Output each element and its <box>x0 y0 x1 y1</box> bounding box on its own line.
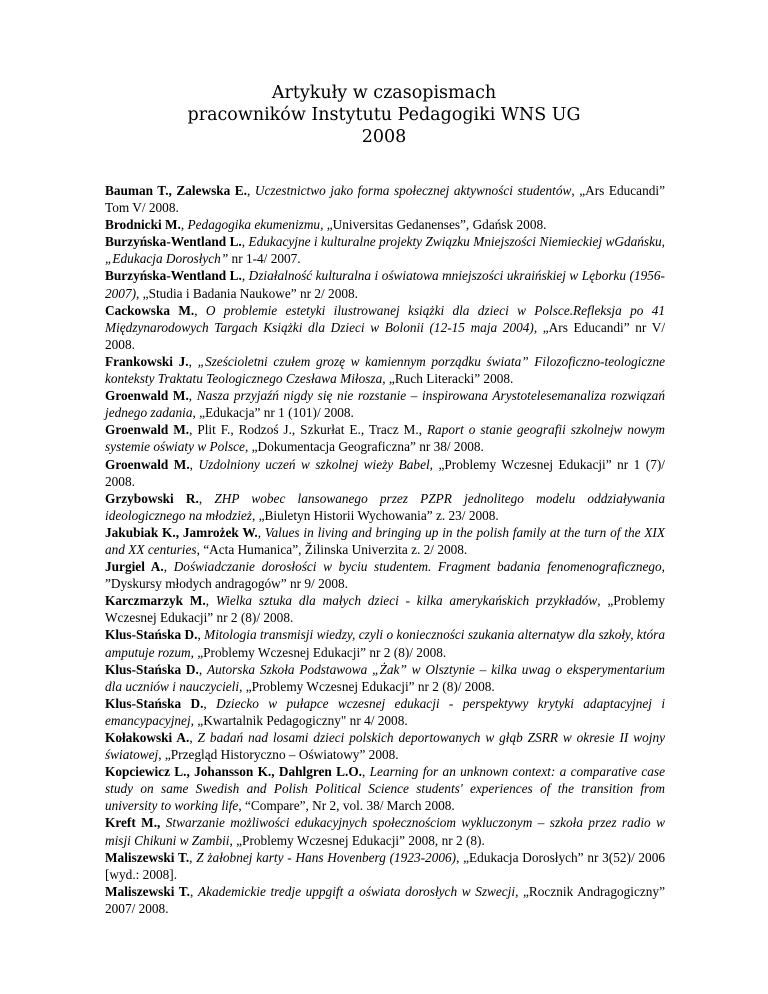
entry-source: , „Ars Educandi” Tom V/ 2008. <box>105 183 665 216</box>
entry-authors: Kreft M., <box>105 815 161 831</box>
entry-authors: Klus-Stańska D. <box>105 695 204 711</box>
bibliography-entry <box>105 302 665 353</box>
entry-source: , „Biuletyn Historii Wychowania” z. 23/ 2008. <box>252 507 499 523</box>
entry-authors: Karczmarzyk M. <box>105 593 206 609</box>
entry-source: nr 1-4/ 2007. <box>228 251 301 267</box>
entry-title: Stwarzanie możliwości edukacyjnych społecznościom wykluczonym – szkoła przez radio w misji Chikuni w Zambii <box>105 815 665 848</box>
bibliography-entry <box>105 883 665 917</box>
entry-source: , „Problemy Wczesnej Edukacji” nr 2 (8)/ 2008. <box>239 678 495 694</box>
entry-separator: , <box>180 217 188 233</box>
entry-separator: , <box>198 490 215 506</box>
entry-title: „Sześcioletni czułem grozę w kamiennym porządku świata” Filozoficzno-teologiczne konteksty Traktatu Teologicznego Czesława Miłosza <box>105 353 665 387</box>
title-line-3: 2008 <box>361 127 407 147</box>
entry-authors: Groenwald M. <box>105 388 189 404</box>
entry-source: „Problemy Wczesnej Edukacji” nr 1 (7)/ 2008. <box>105 456 665 489</box>
title-line-2: pracowników Instytutu Pedagogiki WNS UG <box>187 105 581 125</box>
bibliography-entry <box>105 233 665 267</box>
entry-title: Uczestnictwo jako forma społecznej aktywności studentów <box>254 183 572 198</box>
entry-authors: Brodnicki M. <box>105 217 181 233</box>
bibliography-entry <box>105 763 665 814</box>
entry-title: Learning for an unknown context: a comparative case study on same Swedish and Polish Political Science students' experiences of the transition from university to working life <box>105 764 665 814</box>
entry-separator: , <box>247 183 255 198</box>
entry-source: , „Ruch Literacki” 2008. <box>382 371 514 387</box>
bibliography-entry <box>105 182 665 216</box>
entry-title: Wielka sztuka dla małych dzieci - kilka amerykańskich przykładów <box>215 593 598 609</box>
bibliography-entry <box>105 524 665 558</box>
bibliography-entry <box>105 592 665 626</box>
entry-authors: Jurgiel A. <box>105 559 164 575</box>
entry-source: , „Przegląd Historyczno – Oświatowy” 2008. <box>158 747 399 763</box>
entry-title: ZHP wobec lansowanego przez PZPR jednolitego modelu oddziaływania ideologicznego na młodzież <box>105 490 665 523</box>
bibliography-entry <box>105 695 665 729</box>
entry-separator: , <box>194 302 206 318</box>
entry-separator: , <box>163 559 174 575</box>
bibliography-entry <box>105 661 665 695</box>
entry-source: , „Dokumentacja Geograficzna” nr 38/ 2008. <box>244 439 484 455</box>
entry-authors: Groenwald M. <box>105 456 190 472</box>
bibliography-entry <box>105 456 665 490</box>
entry-title: Nasza przyjaźń nigdy się nie rozstanie – inspirowana Arystotelesemanaliza rozwiązań jednego zadania <box>105 388 665 421</box>
entry-title: Działalność kulturalna i oświatowa mniejszości ukraińskiej w Lęborku (1956-2007) <box>105 268 665 301</box>
bibliography-entry <box>105 387 665 421</box>
entry-source: , „Edukacja Dorosłych” nr 3(52)/ 2006 [wyd.: 2008]. <box>105 849 665 882</box>
entry-source: , „Edukacja” nr 1 (101)/ 2008. <box>192 405 354 421</box>
bibliography-entry <box>105 729 665 763</box>
entry-separator: , <box>188 353 198 369</box>
entry-authors: Klus-Stańska D. <box>105 661 199 677</box>
entry-authors: Frankowski J. <box>105 353 189 369</box>
entry-title: Akademickie tredje uppgift a oświata dorosłych w Szwecji, <box>197 883 519 899</box>
entry-source: „Rocznik Andragogiczny” 2007/ 2008. <box>105 883 665 916</box>
entry-title: Uzdolniony uczeń w szkolnej wieży Babel, <box>198 456 434 472</box>
bibliography-entry <box>105 421 665 455</box>
entry-separator: , <box>362 764 370 780</box>
entry-source: ”Dyskursy młodych andragogów” nr 9/ 2008. <box>105 576 348 592</box>
entry-separator: , <box>203 695 217 711</box>
entry-title: Autorska Szkoła Podstawowa „Żak” w Olsztynie – kilka uwag o eksperymentarium dla uczniów i nauczycieli <box>105 661 665 694</box>
entry-authors: Burzyńska-Wentland L. <box>105 234 242 250</box>
entry-source: , „Problemy Wczesnej Edukacji” nr 2 (8)/ 2008. <box>190 644 447 660</box>
title-line-1: Artykuły w czasopismach <box>271 83 497 103</box>
entry-title: Dziecko w pułapce wczesnej edukacji - perspektywy krytyki adaptacyjnej i emancypacyjnej, <box>105 695 666 728</box>
entry-source: , „Problemy Wczesnej Edukacji” 2008, nr 2 (8). <box>229 832 485 848</box>
entry-source: , „Problemy Wczesnej Edukacji” nr 2 (8)/ 2008. <box>105 593 666 626</box>
entry-separator: , <box>205 593 216 609</box>
entry-source: , “Compare”, Nr 2, vol. 38/ March 2008. <box>238 798 455 814</box>
bibliography-entry <box>105 814 665 848</box>
entry-source: , “Acta Humanica”, Žilinska Univerzita z. 2/ 2008. <box>196 541 468 557</box>
entry-title: O problemie estetyki ilustrowanej książki dla dzieci w Polsce.Refleksja po 41 Międzynarodowych Targach Książki dla Dzieci w Bolonii (12-15 maja 2004), <box>105 302 665 335</box>
bibliography-entry <box>105 626 665 660</box>
entry-authors: Kołakowski A. <box>105 730 190 745</box>
entry-separator: , <box>198 661 207 677</box>
entry-authors: Bauman T., Zalewska E. <box>105 183 247 198</box>
entry-separator: , <box>189 456 199 472</box>
entry-title: Pedagogika ekumenizmu, <box>187 217 324 233</box>
entry-source: , „Studia i Badania Naukowe” nr 2/ 2008. <box>136 285 358 301</box>
entry-separator: , <box>189 730 198 745</box>
entry-authors: Maliszewski T. <box>105 883 191 899</box>
bibliography-entry <box>105 267 665 301</box>
entry-authors: Klus-Stańska D. <box>105 627 198 643</box>
entry-authors: Jakubiak K., Jamrożek W. <box>105 524 258 540</box>
entry-source: „Kwartalnik Pedagogiczny" nr 4/ 2008. <box>193 712 408 728</box>
entry-authors: Kopciewicz L., Johansson K., Dahlgren L.O. <box>105 764 362 780</box>
entry-separator: , <box>241 234 249 250</box>
bibliography-list <box>105 182 665 917</box>
entry-separator: , Plit F., Rodzoś J., Szkurłat E., Tracz M., <box>189 422 427 438</box>
entry-authors: Cackowska M. <box>105 302 195 318</box>
entry-title: Doświadczanie dorosłości w byciu studentem. Fragment badania fenomenograficznego, <box>173 559 666 575</box>
bibliography-entry <box>105 558 665 592</box>
entry-title: Mitologia transmisji wiedzy, czyli o konieczności szukania alternatyw dla szkoły, która amputuje rozum <box>105 627 665 660</box>
entry-separator: , <box>257 524 265 540</box>
entry-authors: Groenwald M. <box>105 422 190 438</box>
entry-source: „Ars Educandi” nr V/ 2008. <box>105 319 666 352</box>
entry-title: Z żałobnej karty - Hans Hovenberg (1923-2006) <box>196 849 457 865</box>
entry-source: „Universitas Gedanenses”, Gdańsk 2008. <box>323 217 547 233</box>
entry-title: Values in living and bringing up in the polish family at the turn of the XIX and XX centuries <box>105 524 665 557</box>
entry-title: Edukacyjne i kulturalne projekty Związku Mniejszości Niemieckiej wGdańsku, „Edukacja Dorosłych” <box>105 234 665 267</box>
entry-separator: , <box>197 627 205 643</box>
entry-separator: , <box>241 268 249 284</box>
entry-separator: , <box>190 883 198 899</box>
entry-authors: Burzyńska-Wentland L. <box>105 268 242 284</box>
bibliography-entry <box>105 353 665 387</box>
entry-authors: Maliszewski T. <box>105 849 190 865</box>
bibliography-entry <box>105 490 665 524</box>
entry-separator: , <box>188 388 197 404</box>
entry-title: Z badań nad losami dzieci polskich deportowanych w głąb ZSRR w okresie II wojny światowej <box>105 730 666 763</box>
page-title <box>0 82 768 148</box>
bibliography-entry <box>105 216 665 233</box>
entry-title: Raport o stanie geografii szkolnejw nowym systemie oświaty w Polsce <box>105 422 665 455</box>
entry-separator: , <box>189 849 197 865</box>
bibliography-entry <box>105 849 665 883</box>
entry-authors: Grzybowski R. <box>105 490 199 506</box>
